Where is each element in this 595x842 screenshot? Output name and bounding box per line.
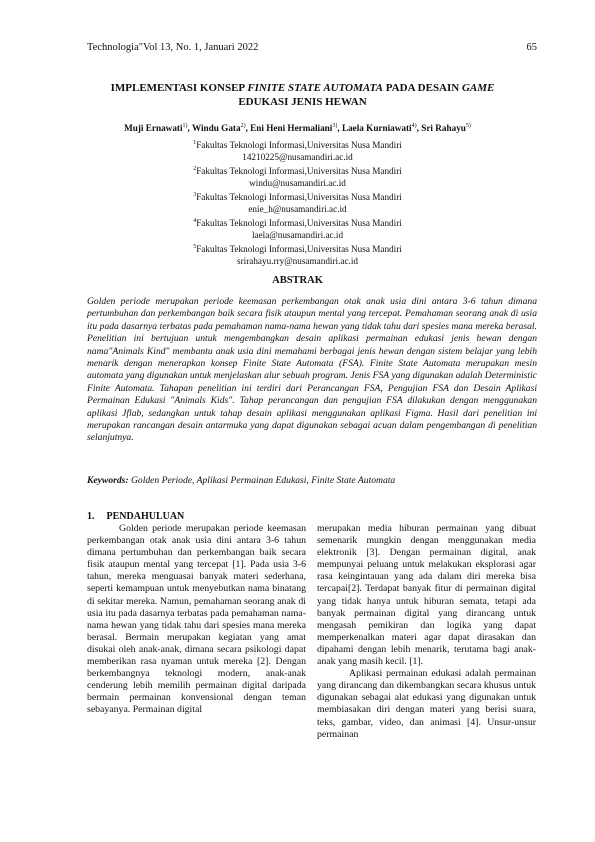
affiliation-institution: $^4$Fakultas Teknologi Informasi,Universitas Nusa Mandiri xyxy=(193,218,402,229)
affiliation-email: laela@nusamandiri.ac.id xyxy=(251,230,344,241)
keywords-label: Keywords: xyxy=(87,475,129,486)
paper-title xyxy=(70,81,535,109)
running-header xyxy=(87,42,537,53)
keywords-text: Golden Periode, Aplikasi Permainan Edukasi, Finite State Automata xyxy=(130,475,396,486)
affiliation xyxy=(120,137,475,163)
title-line-1: IMPLEMENTASI KONSEP FINITE STATE AUTOMATA PADA DESAIN GAME xyxy=(110,82,495,94)
section-heading xyxy=(87,511,184,522)
author-name: Windu Gata$^{2)}$ xyxy=(191,123,246,134)
affiliation xyxy=(120,163,475,189)
page-number: 65 xyxy=(526,42,537,53)
right-column xyxy=(317,523,536,741)
body-paragraph: Aplikasi permainan edukasi adalah permainan yang dirancang dan dikembangkan secara khusus untuk digunakan sebagai alat edukasi yang digunakan untuk membiasakan diri dengan materi yang berisi suara, teks, gambar, video, dan animasi [4]. Unsur-unsur permainan xyxy=(317,668,536,740)
section-number: 1. xyxy=(87,511,95,522)
abstract-text: Golden periode merupakan periode keemasan perkembangan otak anak usia dini antara 3-6 tahun dimana pertumbuhan dan perkembangan baik secara fisik ataupun mental yang tercepat. Pemahaman seorang anak di usia itu pada dasarnya terbatas pada pemahaman nama-nama hewan yang tidak tahu dari spesies mana mereka berasal. Penelitian ini bertujuan untuk mengembangkan desain aplikasi permainan edukasi jenis hewan dengan nama"Animals Kind" membantu anak usia dini memahami berbagai jenis hewan dengan sistem belajar yang lebih menarik dengan menerapkan konsep Finite State Automata (FSA). Finite State Automata merupakan mesin automata yang digunakan untuk menjelaskan alur sebuah program. Jenis FSA yang digunakan adalah Deterministic Finite Automata. Tahapan penelitian ini terdiri dari Perancangan FSA, Pengujian FSA dan Desain Aplikasi Permainan Edukasi "Animals Kids". Tahap perancangan dan pengujian FSA dilakukan dengan menggunakan aplikasi Jflab, sedangkan untuk tahap desain aplikasi menggunakan aplikasi Figma. Hasil dari penelitian ini merupakan rancangan desain antarmuka yang dapat digunakan sebagai acuan dalam pengembangan di penelitian selanjutnya. xyxy=(87,296,537,444)
author-name: Laela Kurniawati$^{4)}$ xyxy=(341,123,417,134)
author-marker: 2) xyxy=(240,123,246,129)
author-name: Eni Heni Hermaliani$^{3)}$ xyxy=(250,123,338,134)
affiliation-institution: $^5$Fakultas Teknologi Informasi,Universitas Nusa Mandiri xyxy=(193,244,402,255)
author-list: Muji Ernawati$^{1)}$, Windu Gata$^{2)}$, Eni Heni Hermaliani$^{3)}$, Laela Kurniawati$^{4)}$, Sri Rahayu$^{5)}$ xyxy=(124,123,471,134)
affiliation-list xyxy=(120,137,475,267)
affiliation xyxy=(120,241,475,267)
author-name: Muji Ernawati$^{1)}$ xyxy=(124,123,188,134)
affiliation xyxy=(120,189,475,215)
left-column xyxy=(87,523,306,717)
author-marker: 4) xyxy=(411,123,417,129)
affiliation-institution: $^2$Fakultas Teknologi Informasi,Universitas Nusa Mandiri xyxy=(193,166,402,177)
author-marker: 5) xyxy=(465,123,471,129)
abstract-heading: ABSTRAK xyxy=(272,275,323,286)
affiliation-institution: $^1$Fakultas Teknologi Informasi,Universitas Nusa Mandiri xyxy=(193,140,402,151)
affiliation xyxy=(120,215,475,241)
keywords-line xyxy=(87,475,537,486)
journal-info: Technologia"Vol 13, No. 1, Januari 2022 xyxy=(87,42,259,53)
title-line-2: EDUKASI JENIS HEWAN xyxy=(238,96,367,108)
body-paragraph: Golden periode merupakan periode keemasan perkembangan otak anak usia dini antara 3-6 tahun dimana pertumbuhan dan perkembangan baik secara fisik ataupun mental yang tercepat [1]. Pada usia 3-6 tahun, mereka menguasai banyak materi sederhana, seperti kemampuan untuk menyebutkan nama binatang di sekitar mereka. Namun, pemahaman seorang anak di usia itu pada dasarnya terbatas pada pemahaman nama-nama hewan yang tidak tahu dari spesies mana mereka berasal. Bermain merupakan kegiatan yang amat disukai oleh anak-anak, dimana secara psikologi dapat memberikan rasa nyaman untuk mereka [2]. Dengan berkembangnya teknologi modern, anak-anak cenderung lebih memilih permainan digital daripada bermain permainan konvensional dengan teman sebayanya. Permainan digital xyxy=(87,523,306,716)
affiliation-email: windu@nusamandiri.ac.id xyxy=(249,178,346,189)
author-marker: 1) xyxy=(182,123,188,129)
affiliation-institution: $^3$Fakultas Teknologi Informasi,Universitas Nusa Mandiri xyxy=(193,192,402,203)
author-marker: 3) xyxy=(332,123,338,129)
body-paragraph: merupakan media hiburan permainan yang dibuat semenarik mungkin dengan menggunakan media elektronik [3]. Dengan permainan digital, anak mempunyai peluang untuk melakukan eksplorasi agar rasa keingintauan yang ada dalam diri mereka bisa tercapai[2]. Terdapat banyak fitur di permainan digital yang tidak hanya untuk hiburan semata, tetapi ada banyak permainan digital yang dirancang untuk mengasah pemikiran dan logika yang dapat memperkenalkan materi agar dapat dirasakan dan dipahami dengan lebih menarik, terutama bagi anak-anak yang masih kecil. [1]. xyxy=(317,523,536,668)
author-name: Sri Rahayu$^{5)}$ xyxy=(421,123,471,134)
affiliation-email: 14210225@nusamandiri.ac.id xyxy=(242,152,353,163)
affiliation-email: srirahayu.rry@nusamandiri.ac.id xyxy=(237,256,358,267)
affiliation-email: enie_h@nusamandiri.ac.id xyxy=(248,204,347,215)
section-title: PENDAHULUAN xyxy=(106,511,185,522)
